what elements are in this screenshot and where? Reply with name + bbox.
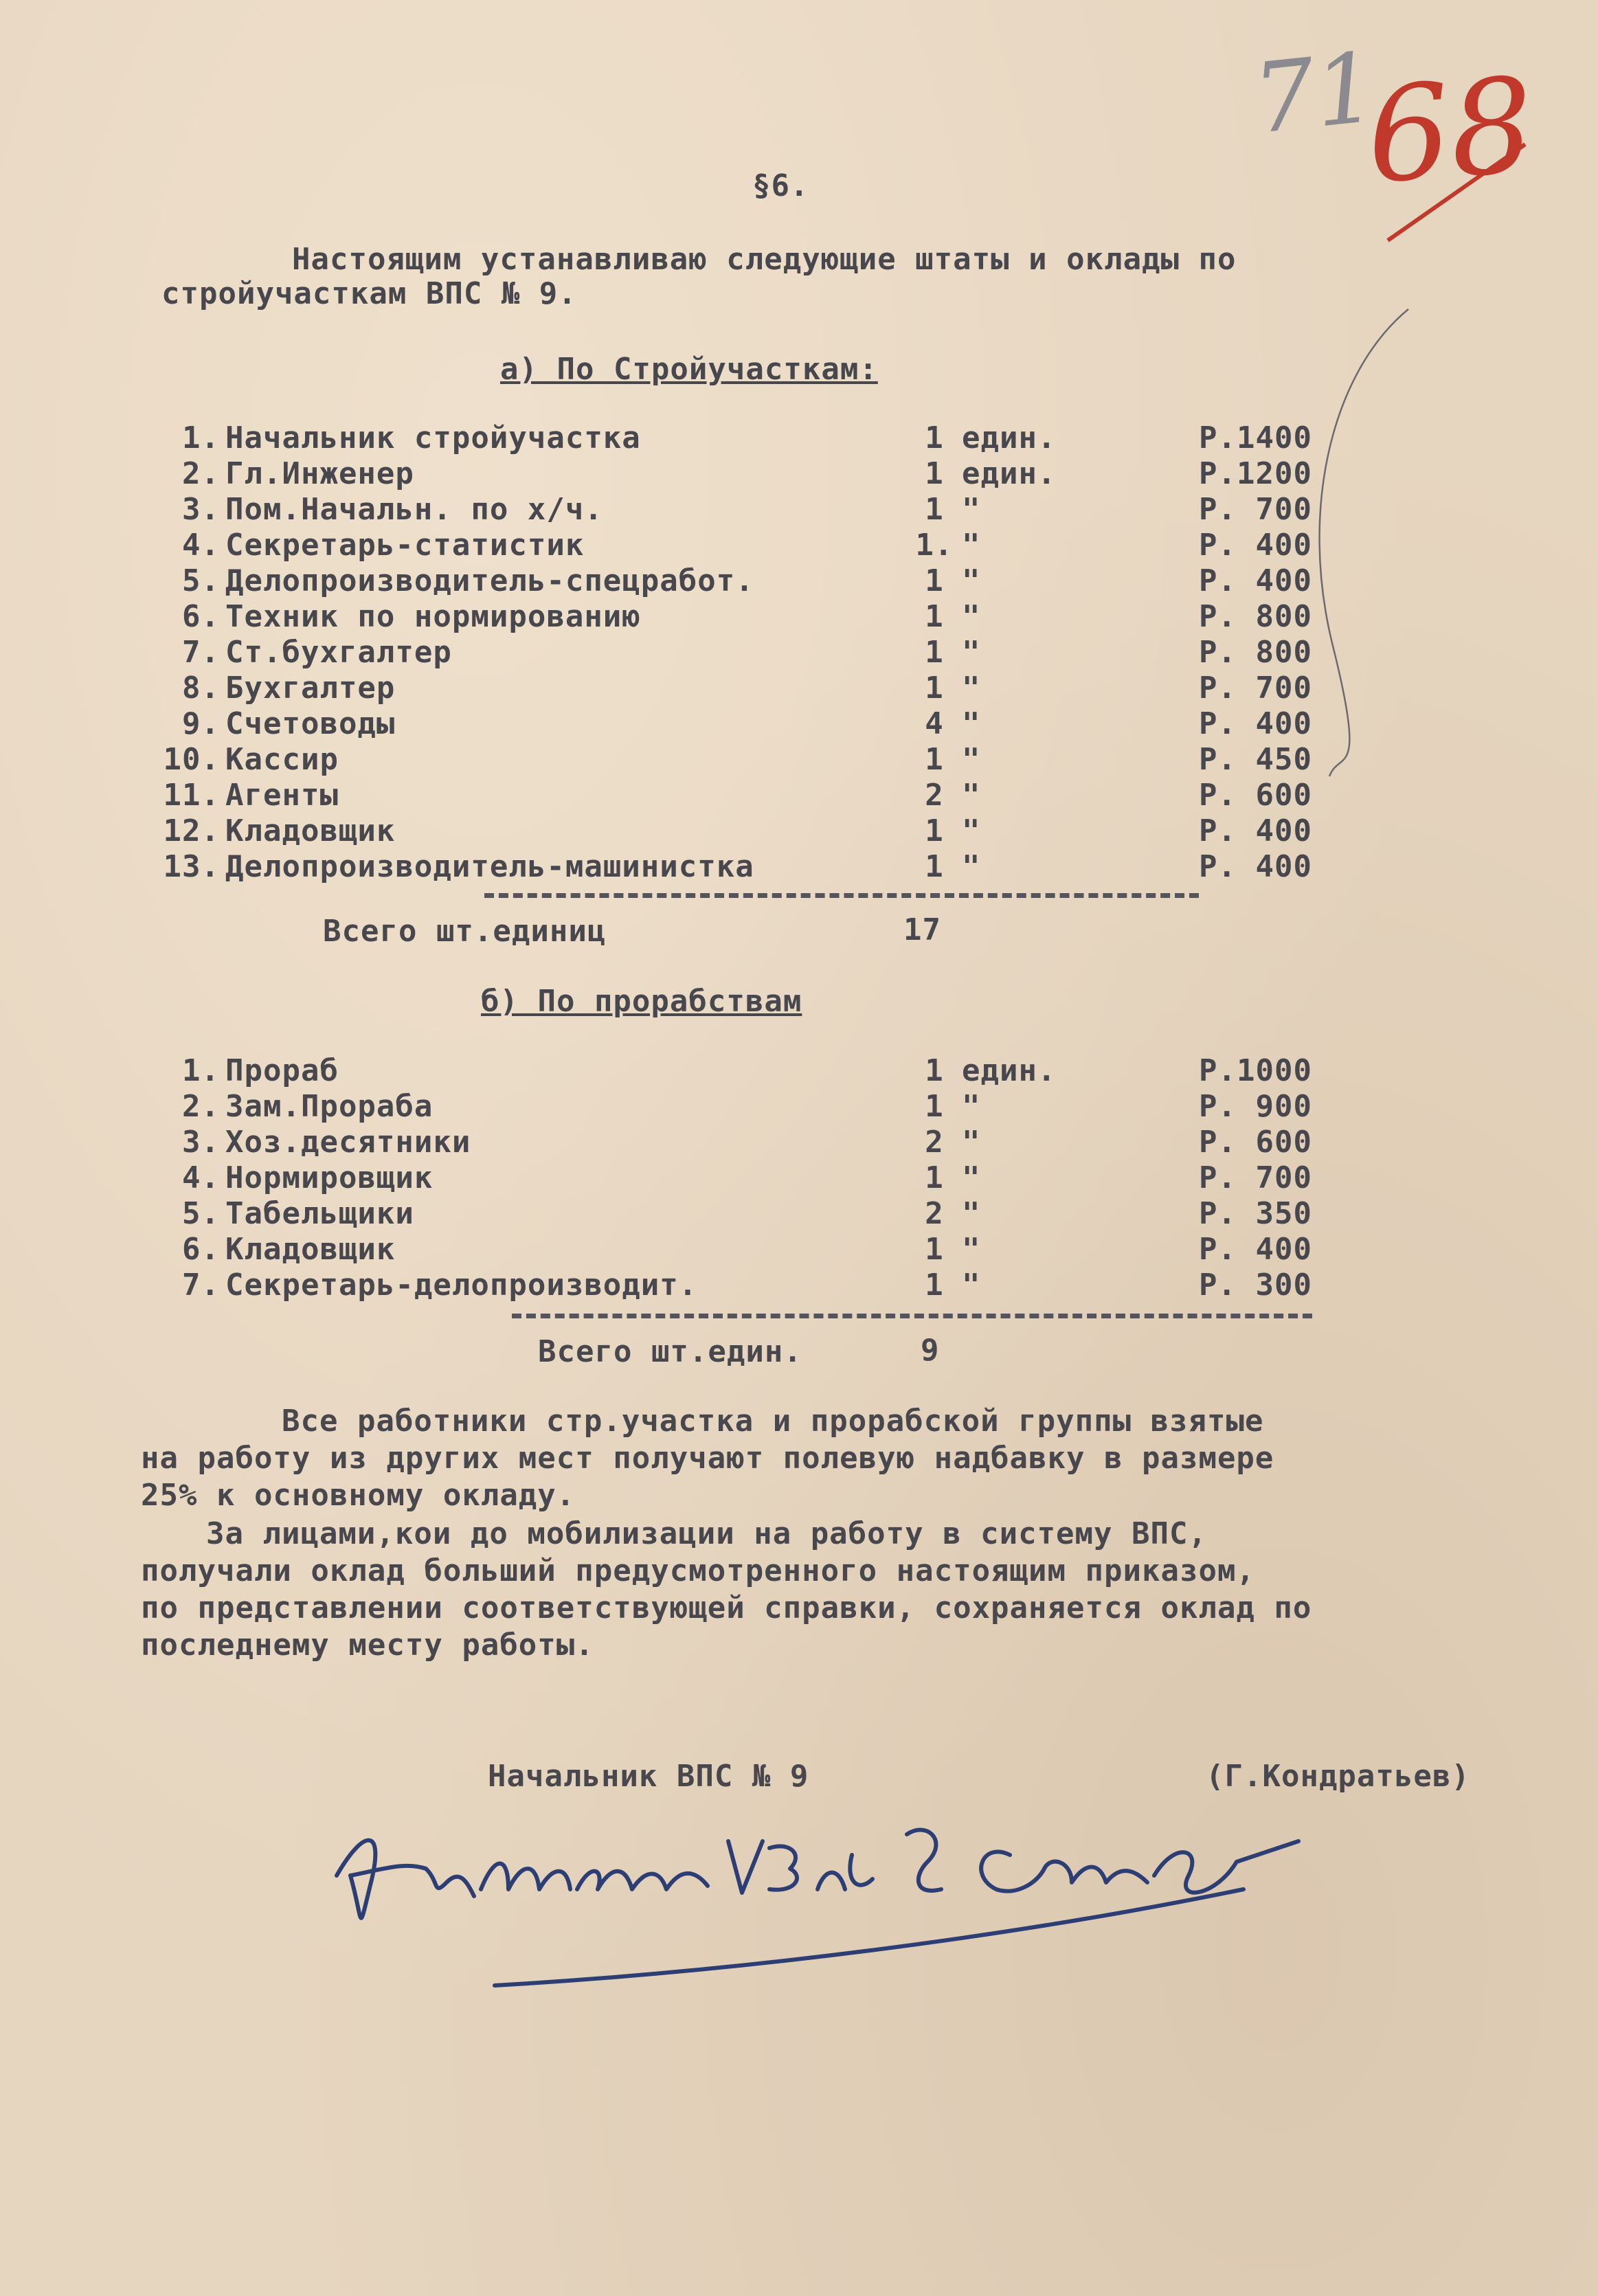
staff-count: 2 (925, 1196, 944, 1231)
staff-count: 1 (925, 1053, 944, 1088)
salary: Р. 800 (1199, 635, 1312, 670)
unit-label: " (962, 635, 981, 670)
position-title: Нормировщик (225, 1160, 434, 1195)
salary: Р. 400 (1199, 1232, 1312, 1267)
paragraph-2-line-2: получали оклад больший предусмотренного настоящим приказом, (141, 1553, 1255, 1588)
row-number: 1. (182, 420, 220, 455)
unit-label: " (962, 1196, 981, 1231)
staff-count: 1. (915, 528, 954, 563)
salary: Р. 400 (1199, 706, 1312, 741)
row-number: 1. (182, 1053, 220, 1088)
salary: Р. 400 (1199, 563, 1312, 598)
unit-label: " (962, 1089, 981, 1124)
position-title: Прораб (225, 1053, 339, 1088)
unit-label: " (962, 1232, 981, 1267)
staff-count: 1 (925, 849, 944, 884)
handwritten-signature (323, 1800, 1353, 2006)
table-row (0, 706, 1598, 742)
section-a-heading: а) По Стройучасткам: (500, 352, 878, 387)
unit-label: един. (962, 456, 1057, 491)
table-row (0, 813, 1598, 849)
table-row (0, 742, 1598, 778)
staff-count: 1 (925, 1268, 944, 1303)
table-row (0, 671, 1598, 706)
paragraph-1-line-3: 25% к основному окладу. (141, 1478, 576, 1513)
row-number: 2. (182, 456, 220, 491)
signatory-position: Начальник ВПС № 9 (488, 1759, 809, 1794)
unit-label: " (962, 599, 981, 634)
row-number: 7. (182, 1268, 220, 1303)
salary: Р.1200 (1199, 456, 1312, 491)
salary: Р. 800 (1199, 599, 1312, 634)
unit-label: един. (962, 1053, 1057, 1088)
staff-count: 4 (925, 706, 944, 741)
row-number: 6. (182, 599, 220, 634)
table-row (0, 778, 1598, 813)
unit-label: един. (962, 420, 1057, 455)
row-number: 5. (182, 563, 220, 598)
intro-line-2: стройучасткам ВПС № 9. (161, 276, 577, 311)
position-title: Делопроизводитель-спецработ. (225, 563, 754, 598)
section-b-total-label: Всего шт.един. (538, 1334, 802, 1369)
salary: Р. 700 (1199, 1160, 1312, 1195)
position-title: Секретарь-статистик (225, 528, 585, 563)
salary: Р. 450 (1199, 742, 1312, 777)
section-number: §6. (752, 168, 809, 203)
unit-label: " (962, 671, 981, 706)
row-number: 8. (182, 671, 220, 706)
signatory-name: (Г.Кондратьев) (1206, 1759, 1470, 1794)
salary: Р. 700 (1199, 492, 1312, 527)
table-row (0, 1089, 1598, 1125)
position-title: Счетоводы (225, 706, 396, 741)
salary: Р. 900 (1199, 1089, 1312, 1124)
table-row (0, 1053, 1598, 1089)
staff-count: 1 (925, 742, 944, 777)
section-a-total-value: 17 (903, 912, 941, 947)
red-pencil-stroke (1381, 137, 1532, 247)
row-number: 10. (163, 742, 220, 777)
position-title: Делопроизводитель-машинистка (225, 849, 754, 884)
salary: Р. 300 (1199, 1268, 1312, 1303)
intro-line-1: Настоящим устанавливаю следующие штаты и оклады по (292, 242, 1237, 277)
unit-label: " (962, 528, 981, 563)
section-a-total-label: Всего шт.единиц (323, 914, 607, 949)
position-title: Табельщики (225, 1196, 414, 1231)
position-title: Начальник стройучастка (225, 420, 641, 455)
position-title: Кладовщик (225, 1232, 396, 1267)
paragraph-1-line-2: на работу из других мест получают полевую надбавку в размере (141, 1441, 1274, 1476)
unit-label: " (962, 1160, 981, 1195)
section-b-total-value: 9 (921, 1333, 940, 1368)
salary: Р. 400 (1199, 849, 1312, 884)
salary: Р. 400 (1199, 528, 1312, 563)
unit-label: " (962, 1268, 981, 1303)
unit-label: " (962, 778, 981, 813)
unit-label: " (962, 742, 981, 777)
table-row (0, 1160, 1598, 1196)
position-title: Агенты (225, 778, 339, 813)
paragraph-1-line-1: Все работники стр.участка и прорабской группы взятые (282, 1404, 1264, 1439)
position-title: Кассир (225, 742, 339, 777)
table-row (0, 528, 1598, 563)
row-number: 4. (182, 1160, 220, 1195)
staff-count: 1 (925, 813, 944, 848)
section-b-heading: б) По прорабствам (481, 984, 802, 1019)
position-title: Секретарь-делопроизводит. (225, 1268, 698, 1303)
row-number: 9. (182, 706, 220, 741)
archive-number-gray: 71 (1248, 32, 1382, 156)
unit-label: " (962, 1125, 981, 1160)
row-number: 7. (182, 635, 220, 670)
staff-count: 1 (925, 492, 944, 527)
row-number: 2. (182, 1089, 220, 1124)
staff-count: 2 (925, 1125, 944, 1160)
row-number: 4. (182, 528, 220, 563)
staff-count: 1 (925, 1232, 944, 1267)
staff-count: 1 (925, 1160, 944, 1195)
table-row (0, 456, 1598, 492)
paragraph-2-line-3: по представлении соответствующей справки, сохраняется оклад по (141, 1590, 1312, 1625)
table-row (0, 599, 1598, 635)
table-row (0, 635, 1598, 671)
salary: Р. 350 (1199, 1196, 1312, 1231)
table-row (0, 1268, 1598, 1303)
divider-line (512, 1314, 1312, 1318)
unit-label: " (962, 563, 981, 598)
unit-label: " (962, 492, 981, 527)
salary: Р. 700 (1199, 671, 1312, 706)
unit-label: " (962, 813, 981, 848)
table-row (0, 563, 1598, 599)
salary: Р. 600 (1199, 778, 1312, 813)
row-number: 13. (163, 849, 220, 884)
staff-count: 1 (925, 1089, 944, 1124)
staff-count: 1 (925, 599, 944, 634)
row-number: 5. (182, 1196, 220, 1231)
table-row (0, 849, 1598, 885)
staff-count: 1 (925, 635, 944, 670)
salary: Р. 400 (1199, 813, 1312, 848)
staff-count: 1 (925, 563, 944, 598)
staff-count: 1 (925, 671, 944, 706)
paragraph-2-line-1: За лицами,кои до мобилизации на работу в систему ВПС, (206, 1516, 1207, 1551)
row-number: 6. (182, 1232, 220, 1267)
position-title: Зам.Прораба (225, 1089, 434, 1124)
unit-label: " (962, 706, 981, 741)
position-title: Кладовщик (225, 813, 396, 848)
position-title: Пом.Начальн. по х/ч. (225, 492, 603, 527)
table-row (0, 1196, 1598, 1232)
row-number: 3. (182, 492, 220, 527)
archive-number-red: 68 (1362, 49, 1539, 213)
staff-count: 2 (925, 778, 944, 813)
position-title: Хоз.десятники (225, 1125, 471, 1160)
table-row (0, 1232, 1598, 1268)
position-title: Бухгалтер (225, 671, 396, 706)
row-number: 3. (182, 1125, 220, 1160)
position-title: Ст.бухгалтер (225, 635, 452, 670)
position-title: Гл.Инженер (225, 456, 414, 491)
row-number: 12. (163, 813, 220, 848)
salary: Р. 600 (1199, 1125, 1312, 1160)
staff-count: 1 (925, 420, 944, 455)
paragraph-2-line-4: последнему месту работы. (141, 1628, 594, 1663)
signature-text (0, 0, 1, 1)
salary: Р.1000 (1199, 1053, 1312, 1088)
table-row (0, 1125, 1598, 1160)
staff-count: 1 (925, 456, 944, 491)
row-number: 11. (163, 778, 220, 813)
salary: Р.1400 (1199, 420, 1312, 455)
unit-label: " (962, 849, 981, 884)
table-row (0, 420, 1598, 456)
table-row (0, 492, 1598, 528)
position-title: Техник по нормированию (225, 599, 641, 634)
divider-line (484, 893, 1199, 898)
